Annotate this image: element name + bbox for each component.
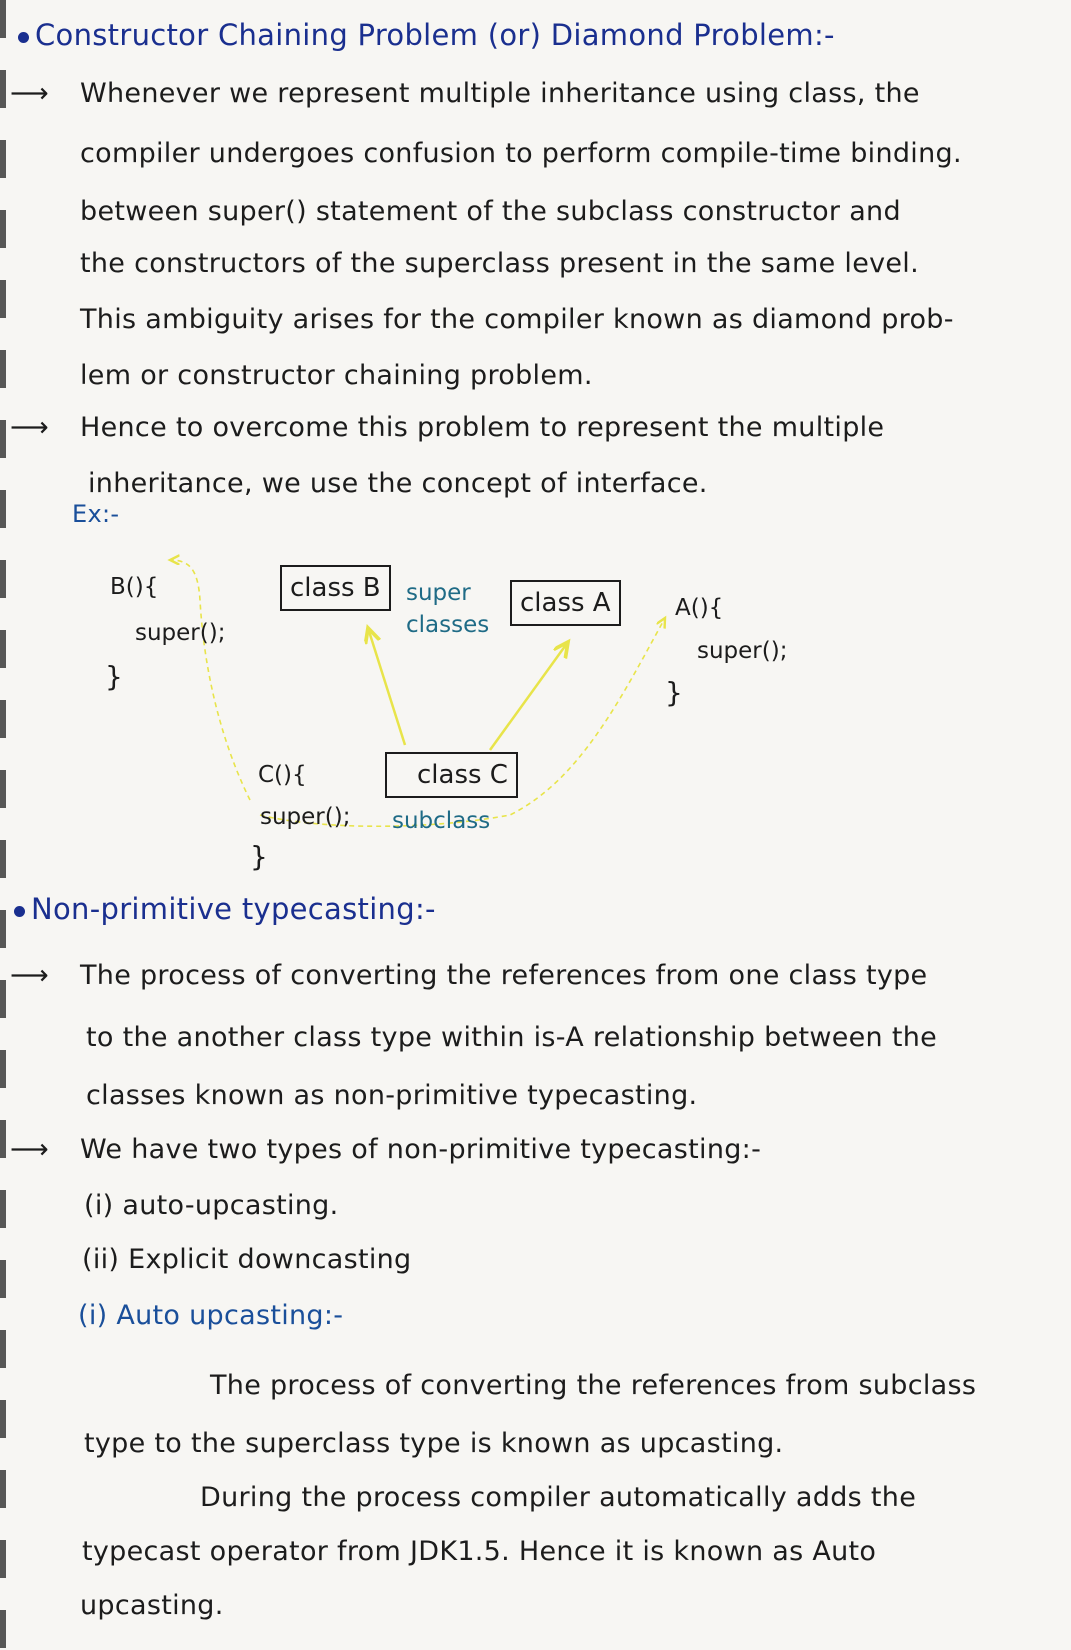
paragraph-line — [10, 1134, 761, 1165]
c-constructor-super: super(); — [260, 804, 351, 830]
bullet-icon — [14, 906, 25, 917]
c-constructor-close: } — [250, 840, 268, 873]
b-constructor-open: B(){ — [110, 574, 159, 600]
example-label: Ex:- — [72, 500, 120, 528]
class-b-box: class B — [280, 565, 391, 611]
subclass-label: subclass — [392, 808, 491, 834]
paragraph-line — [10, 960, 927, 991]
paragraph-line: classes known as non-primitive typecasting. — [86, 1080, 698, 1111]
b-constructor-close: } — [105, 660, 123, 693]
paragraph-line: type to the superclass type is known as upcasting. — [84, 1428, 784, 1459]
paragraph-line: the constructors of the superclass present in the same level. — [80, 248, 919, 279]
right-arrow-icon: ⟶ — [10, 412, 50, 443]
heading-text: Constructor Chaining Problem (or) Diamond Problem:- — [35, 18, 835, 52]
paragraph-line: This ambiguity arises for the compiler known as diamond prob- — [80, 304, 954, 335]
type-list-item: (i) auto-upcasting. — [84, 1190, 339, 1221]
paragraph-line: to the another class type within is-A relationship between the — [86, 1022, 938, 1053]
super-label: super — [406, 580, 471, 606]
paragraph-line: typecast operator from JDK1.5. Hence it is known as Auto — [82, 1536, 877, 1567]
text: The process of converting the references from one class type — [80, 960, 928, 991]
right-arrow-icon: ⟶ — [10, 78, 50, 109]
c-constructor-open: C(){ — [258, 762, 307, 788]
a-constructor-open: A(){ — [675, 595, 724, 621]
text: Hence to overcome this problem to represent the multiple — [80, 412, 885, 443]
right-arrow-icon: ⟶ — [10, 1134, 50, 1165]
class-a-box: class A — [510, 580, 621, 626]
paragraph-line: The process of converting the references from subclass — [210, 1370, 977, 1401]
b-constructor-super: super(); — [135, 620, 226, 646]
heading-text: Non-primitive typecasting:- — [31, 892, 436, 926]
paragraph-line: compiler undergoes confusion to perform compile-time binding. — [80, 138, 962, 169]
sub-heading-auto-upcasting: (i) Auto upcasting:- — [78, 1300, 344, 1331]
paragraph-line: upcasting. — [80, 1590, 224, 1621]
classes-label: classes — [406, 612, 490, 638]
paragraph-line: between super() statement of the subclass constructor and — [80, 196, 901, 227]
a-constructor-close: } — [665, 676, 683, 709]
section-heading-non-primitive — [14, 892, 436, 926]
text: Whenever we represent multiple inheritance using class, the — [80, 78, 920, 109]
text: We have two types of non-primitive typecasting:- — [80, 1134, 762, 1165]
type-list-item: (ii) Explicit downcasting — [82, 1244, 412, 1275]
paragraph-line: inheritance, we use the concept of interface. — [88, 468, 708, 499]
paragraph-line: lem or constructor chaining problem. — [80, 360, 593, 391]
a-constructor-super: super(); — [697, 638, 788, 664]
paragraph-line: During the process compiler automatically adds the — [200, 1482, 917, 1513]
class-c-box: class C — [385, 752, 518, 798]
right-arrow-icon: ⟶ — [10, 960, 50, 991]
